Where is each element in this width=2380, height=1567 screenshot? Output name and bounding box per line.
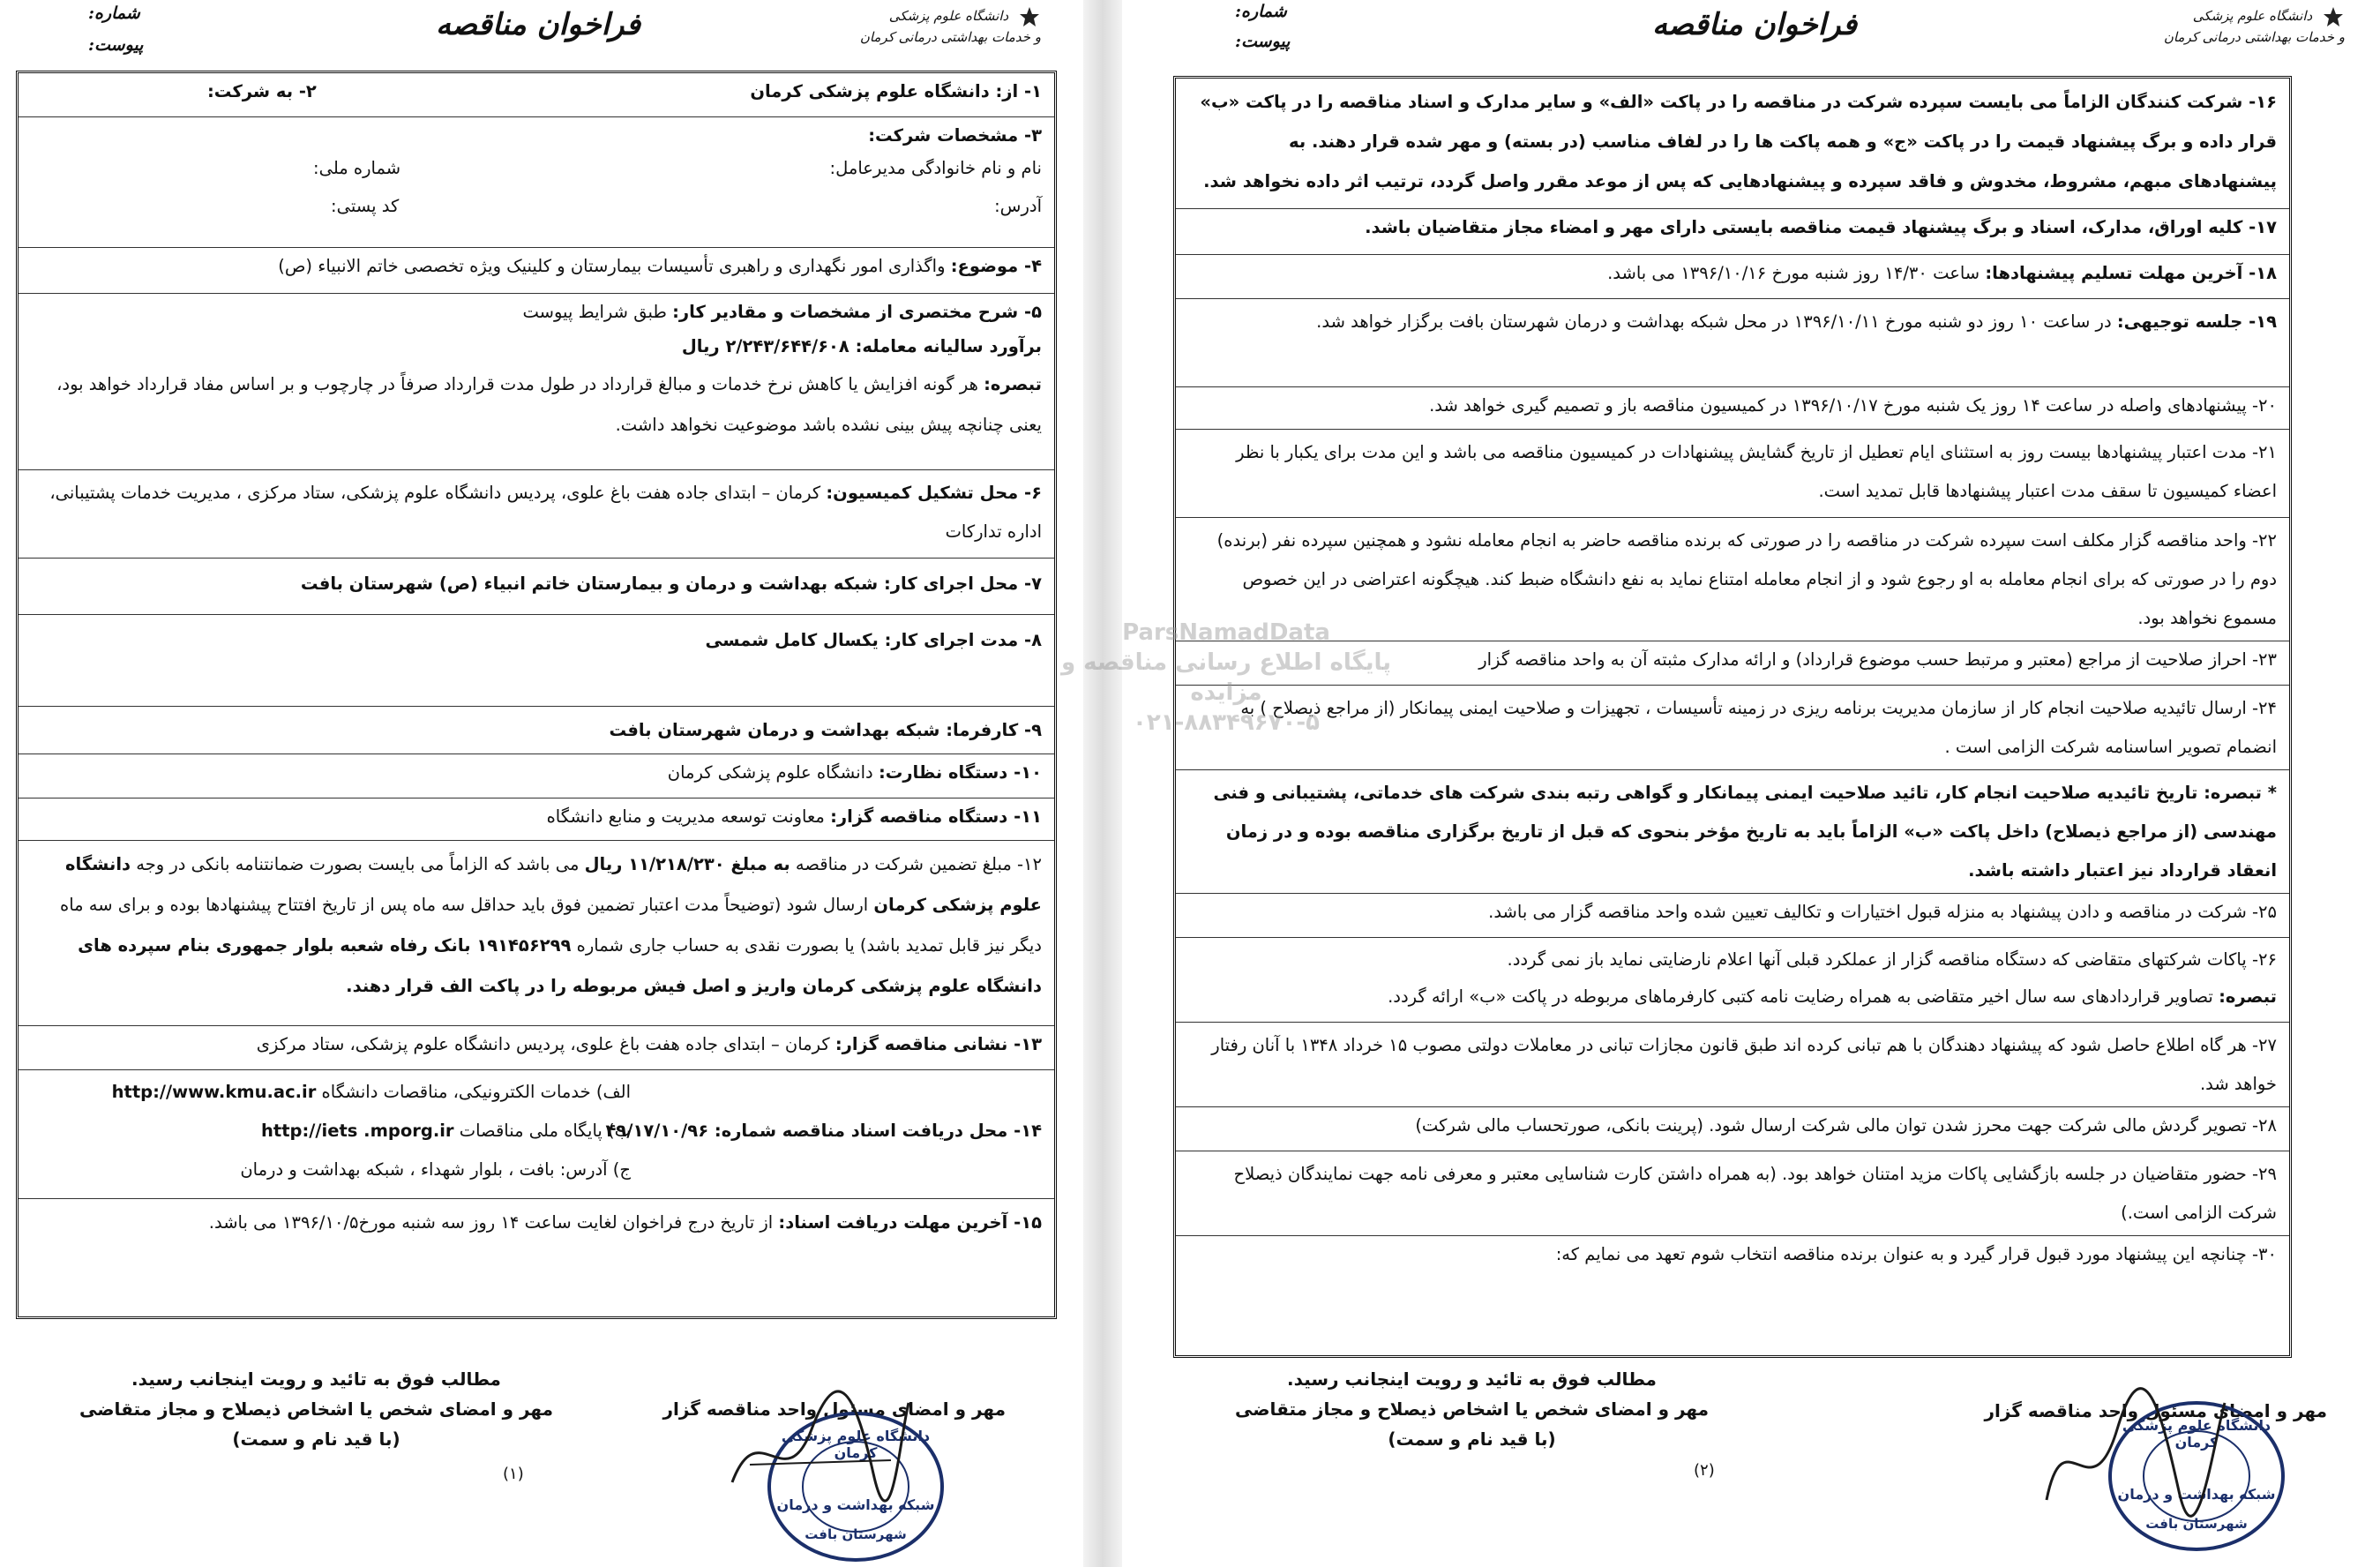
logo-line-1: دانشگاه علوم پزشکی	[2192, 8, 2313, 24]
signature-icon	[723, 1376, 917, 1509]
row-supervision	[19, 754, 1054, 798]
row-26	[1176, 938, 2289, 1023]
stamp-city-text: شهرستان بافت	[805, 1526, 907, 1542]
confirmation-line-1: مطالب فوق به تائید و رویت اینجانب رسید.	[1287, 1368, 1657, 1390]
kmu-url-link[interactable]: http://www.kmu.ac.ir	[111, 1082, 317, 1102]
guarantee-text-2: می باشد که الزاماً می بایست بصورت ضمانتنامه بانکی در وجه	[136, 854, 580, 874]
row-26-text: ۲۶- پاکات شرکتهای متقاضی که دستگاه مناقصه گزار از عملکرد قبلی آنها اعلام نارضایتی نماید باز نمی گردد.	[1507, 949, 2277, 970]
guarantee-beneficiary: دانشگاه علوم پزشکی کرمان	[65, 854, 1042, 915]
doc-location-label: ۱۴- محل دریافت اسناد مناقصه شماره: ۴۹/۱۷/۱۰/۹۶	[605, 1121, 1042, 1141]
stamp-bottom-text: شبکه بهداشت و درمان	[2117, 1486, 2276, 1503]
row-from-to	[19, 73, 1054, 117]
submission-deadline-text: ساعت ۱۴/۳۰ روز شنبه مورخ ۱۳۹۶/۱۰/۱۶ می باشد.	[1607, 263, 1980, 283]
annual-estimate: برآورد سالیانه معامله: ۲/۲۴۳/۶۴۴/۶۰۸ ریال	[681, 336, 1042, 356]
briefing-label: ۱۹- جلسه توجیهی:	[2116, 311, 2277, 332]
row-28: ۲۸- تصویر گردش مالی شرکت جهت محرز شدن توان مالی شرکت ارسال شود. (پرینت بانکی، صورتحساب مالی شرکت)	[1176, 1107, 2289, 1151]
row-company-spec	[19, 117, 1054, 248]
logo-line-2: و خدمات بهداشتی درمانی کرمان	[859, 29, 1041, 45]
tenderer-label: ۱۱- دستگاه مناقصه گزار:	[830, 806, 1042, 827]
row-26-note-label: تبصره:	[2219, 986, 2277, 1007]
subject-label: ۴- موضوع:	[950, 256, 1042, 276]
watermark	[1041, 618, 1411, 738]
iets-url-link[interactable]: http://iets .mporg.ir	[261, 1121, 454, 1141]
row-description	[19, 294, 1054, 470]
row-29: ۲۹- حضور متقاضیان در جلسه بازگشایی پاکات مزید امتنان خواهد بود. (به همراه داشتن کارت شناسایی معتبر و معرفی نامه جهت نمایندگان ذیصلاح شرکت الزامی است.)	[1176, 1151, 2289, 1236]
tenderer-text: معاونت توسعه مدیریت و منابع دانشگاه	[546, 806, 825, 827]
row-16: ۱۶- شرکت کنندگان الزاماً می بایست سپرده شرکت در مناقصه را در پاکت «الف» و سایر مدارک و اسناد مناقصه را در پاکت «ب» قرار داده و برگ پیشنهاد قیمت را در پاکت «ج» و همه پاکت ها را در لفاف مناسب (در بسته) و مهر شده قرار دهند. به پیشنهادهای مبهم، مشروط، مخدوش و فاقد سپرده و پیشنهادهایی که پس از موعد مقرر واصل گردد، ترتیب اثر داده نخواهد شد.	[1176, 79, 2289, 209]
row-30: ۳۰- چنانچه این پیشنهاد مورد قبول قرار گیرد و به عنوان برنده مناقصه انتخاب شوم تعهد می نمایم که:	[1555, 1244, 2277, 1264]
number-label: شماره:	[88, 4, 140, 23]
row-work-location: ۷- محل اجرای کار: شبکه بهداشت و درمان و بیمارستان خاتم انبیاء (ص) شهرستان بافت	[19, 559, 1054, 615]
confirmation-line-3: (با قید نام و سمت)	[1388, 1428, 1556, 1450]
row-doc-deadline	[19, 1199, 1054, 1248]
row-20: ۲۰- پیشنهادهای واصله در ساعت ۱۴ روز یک شنبه مورخ ۱۳۹۶/۱۰/۱۷ در کمیسیون مناقصه باز و تصمیم گیری خواهد شد.	[1176, 387, 2289, 430]
guarantee-text-1: ۱۲- مبلغ تضمین شرکت در مناقصه	[795, 854, 1042, 874]
doc-source-b	[261, 1116, 631, 1145]
attachment-label: پیوست:	[1235, 32, 1291, 51]
company-spec-heading: ۳- مشخصات شرکت:	[868, 125, 1042, 146]
watermark-line-3: ۰۲۱-۸۸۳۴۹۶۷۰-۵	[1132, 709, 1320, 736]
stamp-top-text: دانشگاه علوم پزشکی کرمان	[2122, 1417, 2271, 1451]
doc-source-a	[112, 1077, 631, 1106]
briefing-text: در ساعت ۱۰ روز دو شنبه مورخ ۱۳۹۶/۱۰/۱۱ در محل شبکه بهداشت و درمان شهرستان بافت برگزار خواهد شد.	[1316, 311, 2112, 332]
ceo-name-label: نام و نام خانوادگی مدیرعامل:	[829, 158, 1042, 178]
stamp-top-text: دانشگاه علوم پزشکی کرمان	[781, 1428, 931, 1461]
row-21: ۲۱- مدت اعتبار پیشنهادها بیست روز به استثنای ایام تعطیل از تاریخ گشایش پیشنهادات در کمیسیون مناقصه می باشد و این مدت برای یکبار با نظر اعضاء کمیسیون تا سقف مدت اعتبار پیشنهادها قابل تمدید است.	[1176, 430, 2289, 518]
number-label: شماره:	[1235, 2, 1287, 21]
signature-icon	[2038, 1385, 2232, 1518]
watermark-line-2: پایگاه اطلاع رسانی مناقصه و مزایده	[1060, 649, 1392, 706]
commission-location-text: کرمان – ابتدای جاده هفت باغ علوی، پردیس دانشگاه علوم پزشکی، ستاد مرکزی ، مدیریت خدمات پشتیبانی، اداره تدارکات	[49, 483, 1042, 542]
commission-location-label: ۶- محل تشکیل کمیسیون:	[826, 483, 1042, 503]
row-24: ۲۴- ارسال تائیدیه صلاحیت انجام کار از سازمان مدیریت برنامه ریزی در زمینه تأسیسات ، تجهیزات و صلاحیت ایمنی پیمانکار (از مراجع ذیصلاح ) به انضمام تصویر اساسنامه شرکت الزامی است .	[1176, 686, 2289, 770]
page-title: فراخوان مناقصه	[435, 7, 641, 42]
supervision-label: ۱۰- دستگاه نظارت:	[878, 762, 1042, 783]
doc-deadline-text: از تاریخ درج فراخوان لغایت ساعت ۱۴ روز سه شنبه مورخ۱۳۹۶/۱۰/۵ می باشد.	[208, 1212, 774, 1233]
row-25: ۲۵- شرکت در مناقصه و دادن پیشنهاد به منزله قبول اختیارات و تکالیف تعیین شده واحد مناقصه گزار می باشد.	[1176, 894, 2289, 938]
postal-code-label: کد پستی:	[331, 196, 400, 216]
confirmation-line-2: مهر و امضای شخص یا اشخاص ذیصلاح و مجاز متقاضی	[79, 1398, 553, 1420]
note-label: تبصره:	[984, 374, 1042, 394]
tenderer-signature-caption: مهر و امضای مسئول واحد مناقصه گزار	[1984, 1400, 2327, 1421]
confirmation-line-1: مطالب فوق به تائید و رویت اینجانب رسید.	[131, 1368, 501, 1390]
guarantee-account: ۱۹۱۴۵۶۲۹۹ بانک رفاه شعبه بلوار جمهوری بنام سپرده های دانشگاه علوم پزشکی کرمان واریز و اصل فیش مربوطه را در پاکت الف قرار دهند.	[78, 935, 1042, 996]
row-tenderer-address	[19, 1026, 1054, 1070]
row-commission-location	[19, 470, 1054, 559]
row-22: ۲۲- واحد مناقصه گزار مکلف است سپرده شرکت در مناقصه را در صورتی که برنده مناقصه حاضر به انجام معامله نشود و همچنین سپرده نفر (برنده) دوم را در صورتی که برای انجام معامله به او رجوع شود و از انجام معامله امتناع نماید به نفع دانشگاه ضبط کند. هیچگونه اعتراضی در این خصوص مسموع نخواهد بود.	[1176, 518, 2289, 641]
attachment-label: پیوست:	[88, 35, 144, 55]
submission-deadline-label: ۱۸- آخرین مهلت تسلیم پیشنهادها:	[1985, 263, 2277, 283]
from-field: ۱- از: دانشگاه علوم پزشکی کرمان	[750, 81, 1042, 101]
doc-deadline-label: ۱۵- آخرین مهلت دریافت اسناد:	[778, 1212, 1042, 1233]
note-text: هر گونه افزایش یا کاهش نرخ خدمات و مبالغ قرارداد در طول مدت قرارداد صرفاً در چارچوب و بر اساس مفاد قرارداد خواهد بود، یعنی چنانچه پیش بینی نشده باشد موضوعیت نخواهد داشت.	[56, 374, 1042, 435]
national-id-label: شماره ملی:	[313, 158, 401, 178]
bidder-confirmation	[1235, 1364, 1709, 1454]
subject-text: واگذاری امور نگهداری و راهبری تأسیسات بیمارستان و کلینیک ویژه تخصصی خاتم الانبیاء (ص)	[278, 256, 946, 276]
stamp-city-text: شهرستان بافت	[2145, 1516, 2248, 1532]
guarantee-amount: به مبلغ ۱۱/۲۱۸/۲۳۰ ریال	[584, 854, 790, 874]
watermark-line-1: ParsNamadData	[1122, 619, 1330, 646]
to-company-field: ۲- به شرکت:	[207, 81, 317, 101]
page-number: (۱)	[503, 1465, 524, 1483]
row-work-duration: ۸- مدت اجرای کار: یکسال کامل شمسی	[19, 615, 1054, 707]
tender-form	[16, 71, 1057, 1319]
guarantee-text-3: ارسال شود (توضیحاً مدت اعتبار تضمین فوق باید حداقل سه ماه پس از تاریخ افتتاح پیشنهادها بوده و برای سه ماه دیگر نیز قابل تمدید باشد) یا بصورت نقدی به حساب جاری شماره	[59, 895, 1042, 956]
tenderer-signature-caption: مهر و امضای مسئول واحد مناقصه گزار	[662, 1398, 1006, 1420]
description-label: ۵- شرح مختصری از مشخصات و مقادیر کار:	[672, 302, 1042, 322]
bidder-confirmation	[79, 1364, 553, 1454]
tenderer-address-text: کرمان – ابتدای جاده هفت باغ علوی، پردیس دانشگاه علوم پزشکی، ستاد مرکزی	[256, 1034, 830, 1054]
description-text: طبق شرایط پیوست	[522, 302, 667, 322]
stamp-bottom-text: شبکه بهداشت و درمان	[776, 1496, 935, 1513]
row-tenderer	[19, 798, 1054, 841]
row-17: ۱۷- کلیه اوراق، مدارک، اسناد و برگ پیشنهاد قیمت مناقصه بایستی دارای مهر و امضاء مجاز متقاضیان باشد.	[1176, 209, 2289, 255]
confirmation-line-3: (با قید نام و سمت)	[232, 1428, 400, 1450]
row-19	[1176, 299, 2289, 387]
logo-line-2: و خدمات بهداشتی درمانی کرمان	[2163, 29, 2345, 45]
page-1	[0, 0, 1076, 1567]
doc-source-c: ج) آدرس: بافت ، بلوار شهداء ، شبکه بهداشت و درمان	[240, 1159, 631, 1180]
row-document-location	[19, 1070, 1054, 1199]
doc-source-a-text: الف) خدمات الکترونیکی، مناقصات دانشگاه	[321, 1082, 631, 1102]
row-23: ۲۳- احراز صلاحیت از مراجع (معتبر و مرتبط حسب موضوع قرارداد) و ارائه مدارک مثبته آن به واحد مناقصه گزار	[1176, 641, 2289, 686]
page-number: (۲)	[1694, 1461, 1715, 1480]
confirmation-line-2: مهر و امضای شخص یا اشخاص ذیصلاح و مجاز متقاضی	[1235, 1398, 1709, 1420]
row-18	[1176, 255, 2289, 299]
page-title: فراخوان مناقصه	[1651, 7, 1858, 42]
row-27: ۲۷- هر گاه اطلاع حاصل شود که پیشنهاد دهندگان با هم تبانی کرده اند طبق قانون مجازات تبانی در معاملات دولتی مصوب ۱۵ خرداد ۱۳۴۸ با آنان رفتار خواهد شد.	[1176, 1023, 2289, 1107]
page-2	[1129, 0, 2380, 1567]
doc-source-b-text: ب) پایگاه ملی مناقصات	[459, 1121, 631, 1141]
row-subject	[19, 248, 1054, 294]
tenderer-address-label: ۱۳- نشانی مناقصه گزار:	[834, 1034, 1042, 1054]
row-24-note: * تبصره: تاریخ تائیدیه صلاحیت انجام کار، تائید صلاحیت ایمنی پیمانکار و گواهی رتبه بندی شرکت های خدماتی، پشتیبانی و فنی مهندسی (از مراجع ذیصلاح) داخل پاکت «ب» الزاماً باید به تاریخ مؤخر بنحوی که قبل از تاریخ برگزاری مناقصه بوده و در زمان انعقاد قرارداد نیز اعتبار داشته باشد.	[1176, 770, 2289, 894]
address-label: آدرس:	[994, 196, 1042, 216]
row-guarantee	[19, 841, 1054, 1026]
page-divider	[1083, 0, 1122, 1567]
row-employer: ۹- کارفرما: شبکه بهداشت و درمان شهرستان بافت	[19, 707, 1054, 754]
row-26-note: تصاویر قراردادهای سه سال اخیر متقاضی به همراه رضایت نامه کتبی کارفرماهای مربوطه در پاکت «ب» ارائه گردد.	[1388, 986, 2213, 1007]
logo-line-1: دانشگاه علوم پزشکی	[888, 8, 1009, 24]
supervision-text: دانشگاه علوم پزشکی کرمان	[667, 762, 873, 783]
